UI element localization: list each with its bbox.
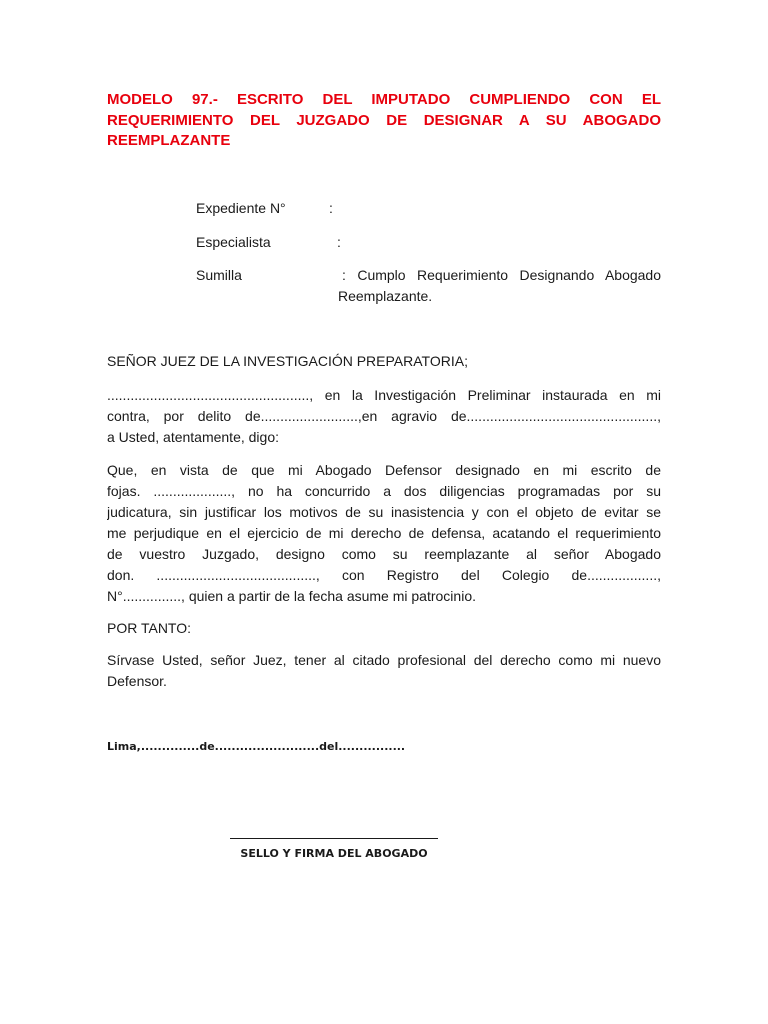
title-line: REEMPLAZANTE [107, 132, 231, 149]
por-tanto-heading: POR TANTO: [107, 620, 192, 636]
body-paragraph [107, 460, 661, 607]
title-line: REQUERIMIENTO DEL JUZGADO DE DESIGNAR A SU ABOGADO [107, 111, 661, 129]
paragraph-line: fojas. ...................., no ha concurrido a dos diligencias programadas por su [107, 483, 661, 499]
paragraph-line: Defensor. [107, 673, 167, 689]
paragraph-line: judicatura, sin justificar los motivos de su inasistencia y con el objeto de evitar se [107, 504, 661, 520]
especialista-value: : [337, 234, 341, 250]
paragraph-line: de vuestro Juzgado, designo como su reemplazante al señor Abogado [107, 546, 661, 562]
paragraph-line: contra, por delito de.........................,en agravio de................................................., [107, 408, 661, 424]
especialista-label: Especialista [196, 234, 271, 250]
expediente-value: : [329, 200, 333, 216]
sumilla-value [338, 265, 661, 307]
sumilla-label: Sumilla [196, 267, 242, 283]
place-date-line: Lima,..............de.........................del................ [107, 740, 406, 753]
signature-line [230, 838, 438, 839]
sumilla-line: Reemplazante. [338, 288, 433, 304]
salutation: SEÑOR JUEZ DE LA INVESTIGACIÓN PREPARATORIA; [107, 353, 468, 369]
paragraph-line: N°..............., quien a partir de la fecha asume mi patrocinio. [107, 588, 476, 604]
expediente-label: Expediente N° [196, 200, 286, 216]
paragraph-line: ...................................................., en la Investigación Preliminar instaurada en mi [107, 387, 661, 403]
paragraph-line: Sírvase Usted, señor Juez, tener al citado profesional del derecho como mi nuevo [107, 652, 661, 668]
intro-paragraph [107, 385, 661, 448]
paragraph-line: me perjudique en el ejercicio de mi derecho de defensa, acatando el requerimiento [107, 525, 661, 541]
document-title [107, 90, 661, 152]
sumilla-line: : Cumplo Requerimiento Designando Abogado [342, 267, 661, 283]
signature-label: SELLO Y FIRMA DEL ABOGADO [240, 847, 428, 860]
request-paragraph [107, 650, 661, 692]
paragraph-line: don. ........................................., con Registro del Colegio de.................., [107, 567, 661, 583]
title-line: MODELO 97.- ESCRITO DEL IMPUTADO CUMPLIENDO CON EL [107, 91, 661, 108]
paragraph-line: a Usted, atentamente, digo: [107, 429, 279, 445]
paragraph-line: Que, en vista de que mi Abogado Defensor designado en mi escrito de [107, 462, 661, 478]
